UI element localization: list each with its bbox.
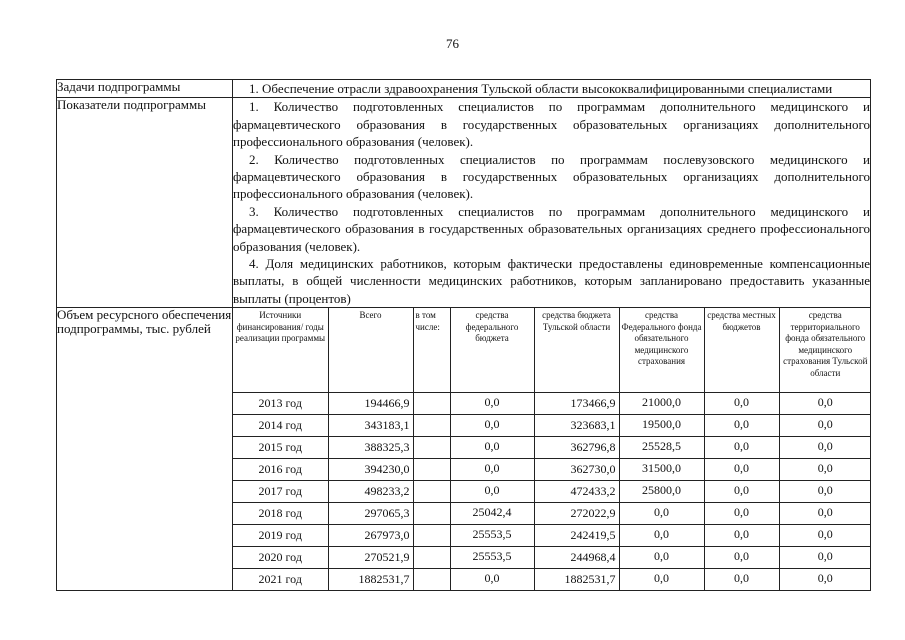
subprogram-passport-table [56, 79, 871, 591]
total-cell: 297065,3 [328, 503, 413, 525]
regional-cell: 1882531,7 [534, 569, 619, 591]
year-cell: 2020 год [233, 547, 328, 569]
territorial-fund-cell: 0,0 [779, 459, 871, 481]
including-cell [413, 547, 450, 569]
table-row [233, 569, 871, 591]
tasks-content [233, 80, 871, 98]
federal-fund-cell: 0,0 [619, 569, 704, 591]
indicator-item: 4. Доля медицинских работников, которым фактически предоставлены единовременные компенсационные выплаты, в общей численности медицинских работников, которым запланировано предоставить указанные выплаты (процентов) [233, 256, 870, 306]
regional-cell: 323683,1 [534, 415, 619, 437]
local-cell: 0,0 [704, 437, 779, 459]
indicators-label: Показатели подпрограммы [57, 98, 233, 308]
local-cell: 0,0 [704, 547, 779, 569]
header-federal: средства федерального бюджета [450, 308, 534, 393]
including-cell [413, 459, 450, 481]
header-total: Всего [328, 308, 413, 393]
indicator-item: 3. Количество подготовленных специалистов по программам дополнительного медицинского и фармацевтического образования в государственных образовательных организациях среднего профессионального образования (человек). [233, 203, 870, 254]
indicator-item: 2. Количество подготовленных специалистов по программам послевузовского медицинского и фармацевтического образования в государственных образовательных организациях дополнительного профессионального образования (человек). [233, 151, 870, 202]
regional-cell: 362730,0 [534, 459, 619, 481]
territorial-fund-cell: 0,0 [779, 393, 871, 415]
year-cell: 2021 год [233, 569, 328, 591]
header-including: в том числе: [413, 308, 450, 393]
local-cell: 0,0 [704, 393, 779, 415]
regional-cell: 362796,8 [534, 437, 619, 459]
header-local: средства местных бюджетов [704, 308, 779, 393]
local-cell: 0,0 [704, 569, 779, 591]
regional-cell: 173466,9 [534, 393, 619, 415]
header-federal-fund: средства Федерального фонда обязательного медицинского страхования [619, 308, 704, 393]
including-cell [413, 393, 450, 415]
indicators-content [233, 98, 871, 308]
funding-header-row [233, 308, 871, 393]
including-cell [413, 415, 450, 437]
header-regional: средства бюджета Тульской области [534, 308, 619, 393]
territorial-fund-cell: 0,0 [779, 415, 871, 437]
table-row [233, 437, 871, 459]
total-cell: 1882531,7 [328, 569, 413, 591]
resources-content [233, 308, 871, 591]
year-cell: 2018 год [233, 503, 328, 525]
territorial-fund-cell: 0,0 [779, 481, 871, 503]
including-cell [413, 525, 450, 547]
federal-fund-cell: 0,0 [619, 547, 704, 569]
local-cell: 0,0 [704, 481, 779, 503]
including-cell [413, 569, 450, 591]
table-row [233, 459, 871, 481]
federal-fund-cell: 25800,0 [619, 481, 704, 503]
tasks-label: Задачи подпрограммы [57, 80, 233, 98]
task-item: 1. Обеспечение отрасли здравоохранения Тульской области высококвалифицированными специалистами [249, 81, 833, 96]
page-number: 76 [446, 36, 459, 51]
funding-table [233, 308, 871, 590]
resources-label: Объем ресурсного обеспечения подпрограммы, тыс. рублей [57, 308, 233, 591]
federal-cell: 0,0 [450, 393, 534, 415]
local-cell: 0,0 [704, 503, 779, 525]
tasks-row [57, 80, 871, 98]
year-cell: 2019 год [233, 525, 328, 547]
regional-cell: 272022,9 [534, 503, 619, 525]
total-cell: 498233,2 [328, 481, 413, 503]
territorial-fund-cell: 0,0 [779, 547, 871, 569]
indicator-item: 1. Количество подготовленных специалистов по программам дополнительного медицинского и фармацевтического образования в государственных образовательных организациях дополнительного профессионального образования (человек). [233, 99, 870, 150]
table-row [233, 415, 871, 437]
regional-cell: 242419,5 [534, 525, 619, 547]
total-cell: 343183,1 [328, 415, 413, 437]
federal-fund-cell: 25528,5 [619, 437, 704, 459]
federal-fund-cell: 21000,0 [619, 393, 704, 415]
resources-row [57, 308, 871, 591]
table-row [233, 503, 871, 525]
year-cell: 2016 год [233, 459, 328, 481]
territorial-fund-cell: 0,0 [779, 525, 871, 547]
header-source: Источники финансирования/ годы реализации программы [233, 308, 328, 393]
territorial-fund-cell: 0,0 [779, 569, 871, 591]
federal-cell: 25553,5 [450, 525, 534, 547]
territorial-fund-cell: 0,0 [779, 503, 871, 525]
including-cell [413, 437, 450, 459]
total-cell: 270521,9 [328, 547, 413, 569]
federal-cell: 0,0 [450, 415, 534, 437]
federal-fund-cell: 31500,0 [619, 459, 704, 481]
federal-cell: 0,0 [450, 481, 534, 503]
federal-cell: 0,0 [450, 459, 534, 481]
including-cell [413, 481, 450, 503]
total-cell: 267973,0 [328, 525, 413, 547]
local-cell: 0,0 [704, 459, 779, 481]
year-cell: 2017 год [233, 481, 328, 503]
table-row [233, 547, 871, 569]
year-cell: 2015 год [233, 437, 328, 459]
table-row [233, 481, 871, 503]
regional-cell: 244968,4 [534, 547, 619, 569]
total-cell: 388325,3 [328, 437, 413, 459]
indicators-row [57, 98, 871, 308]
table-row [233, 525, 871, 547]
territorial-fund-cell: 0,0 [779, 437, 871, 459]
federal-cell: 25042,4 [450, 503, 534, 525]
table-row [233, 393, 871, 415]
header-territorial-fund: средства территориального фонда обязательного медицинского страхования Тульской области [779, 308, 871, 393]
federal-fund-cell: 0,0 [619, 503, 704, 525]
federal-fund-cell: 0,0 [619, 525, 704, 547]
regional-cell: 472433,2 [534, 481, 619, 503]
local-cell: 0,0 [704, 415, 779, 437]
year-cell: 2013 год [233, 393, 328, 415]
total-cell: 394230,0 [328, 459, 413, 481]
federal-cell: 0,0 [450, 437, 534, 459]
federal-cell: 0,0 [450, 569, 534, 591]
local-cell: 0,0 [704, 525, 779, 547]
federal-cell: 25553,5 [450, 547, 534, 569]
federal-fund-cell: 19500,0 [619, 415, 704, 437]
total-cell: 194466,9 [328, 393, 413, 415]
year-cell: 2014 год [233, 415, 328, 437]
including-cell [413, 503, 450, 525]
